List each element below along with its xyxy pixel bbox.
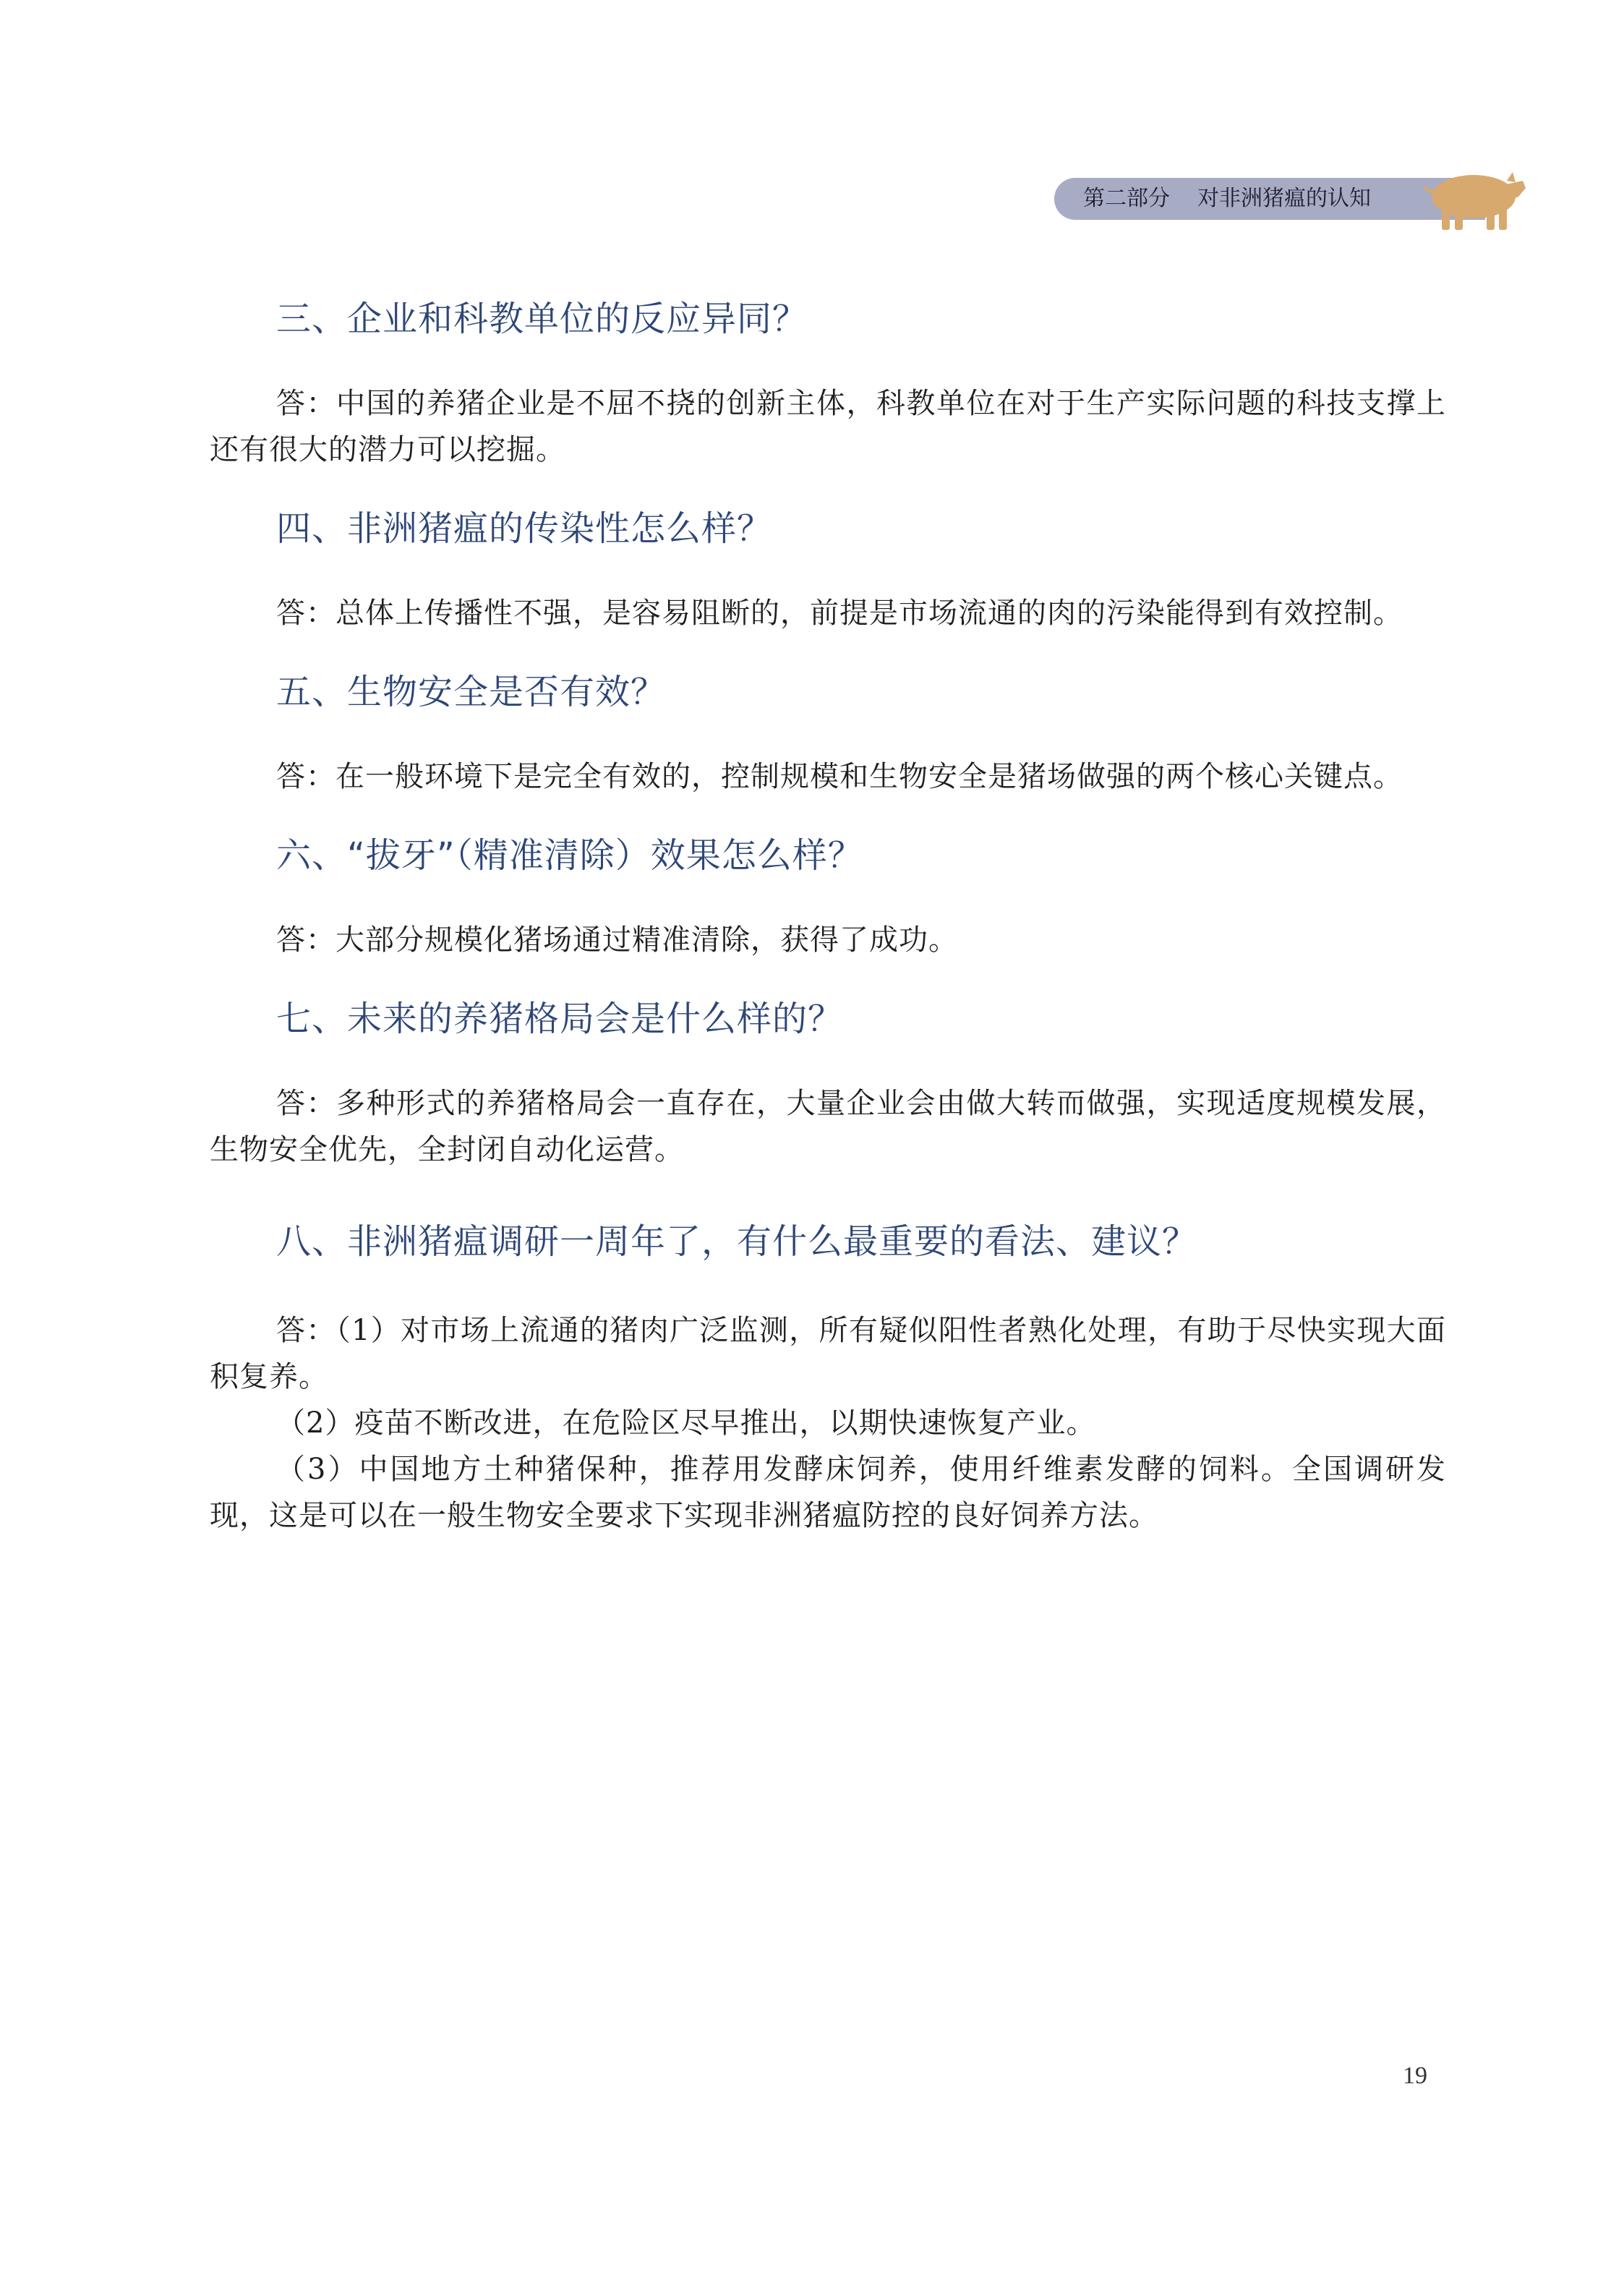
answer-paragraph: 答：大部分规模化猪场通过精准清除，获得了成功。 [276, 923, 958, 957]
main-content [210, 260, 1446, 1539]
question-heading: 五、生物安全是否有效？ [276, 672, 667, 712]
qa-section-8 [210, 1216, 1446, 1539]
qa-section-3 [210, 294, 1446, 473]
chapter-part-label: 第二部分 [1083, 186, 1170, 211]
chapter-title: 对非洲猪瘟的认知 [1197, 186, 1371, 211]
qa-section-4 [210, 503, 1446, 636]
question-heading: 七、未来的养猪格局会是什么样的？ [276, 999, 844, 1039]
qa-section-6 [210, 830, 1446, 963]
answer-paragraph: 答：总体上传播性不强，是容易阻断的，前提是市场流通的肉的污染能得到有效控制。 [276, 597, 1403, 630]
question-heading: 三、企业和科教单位的反应异同？ [276, 299, 808, 339]
answer-paragraph: 答：多种形式的养猪格局会一直存在，大量企业会由做大转而做强，实现适度规模发展，生物安全优先，全封闭自动化运营。 [210, 1087, 1446, 1166]
pig-icon [1417, 163, 1533, 236]
question-heading: 八、非洲猪瘟调研一周年了，有什么最重要的看法、建议？ [276, 1221, 1198, 1262]
question-heading: 六、“拔牙”（精准清除）效果怎么样？ [276, 835, 863, 876]
answer-paragraph: 答：中国的养猪企业是不屈不挠的创新主体，科教单位在对于生产实际问题的科技支撑上还有很大的潜力可以挖掘。 [210, 387, 1446, 466]
qa-section-5 [210, 667, 1446, 800]
answer-paragraph: （3）中国地方土种猪保种，推荐用发酵床饲养，使用纤维素发酵的饲料。全国调研发现，这是可以在一般生物安全要求下实现非洲猪瘟防控的良好饲养方法。 [210, 1453, 1446, 1532]
qa-section-7 [210, 994, 1446, 1173]
question-heading: 四、非洲猪瘟的传染性怎么样？ [276, 508, 773, 549]
answer-paragraph: 答：（1）对市场上流通的猪肉广泛监测，所有疑似阳性者熟化处理，有助于尽快实现大面积复养。 [210, 1314, 1446, 1393]
page-number: 19 [1403, 2062, 1427, 2089]
answer-paragraph: （2）疫苗不断改进，在危险区尽早推出，以期快速恢复产业。 [276, 1406, 1096, 1440]
answer-paragraph: 答：在一般环境下是完全有效的，控制规模和生物安全是猪场做强的两个核心关键点。 [276, 760, 1403, 793]
